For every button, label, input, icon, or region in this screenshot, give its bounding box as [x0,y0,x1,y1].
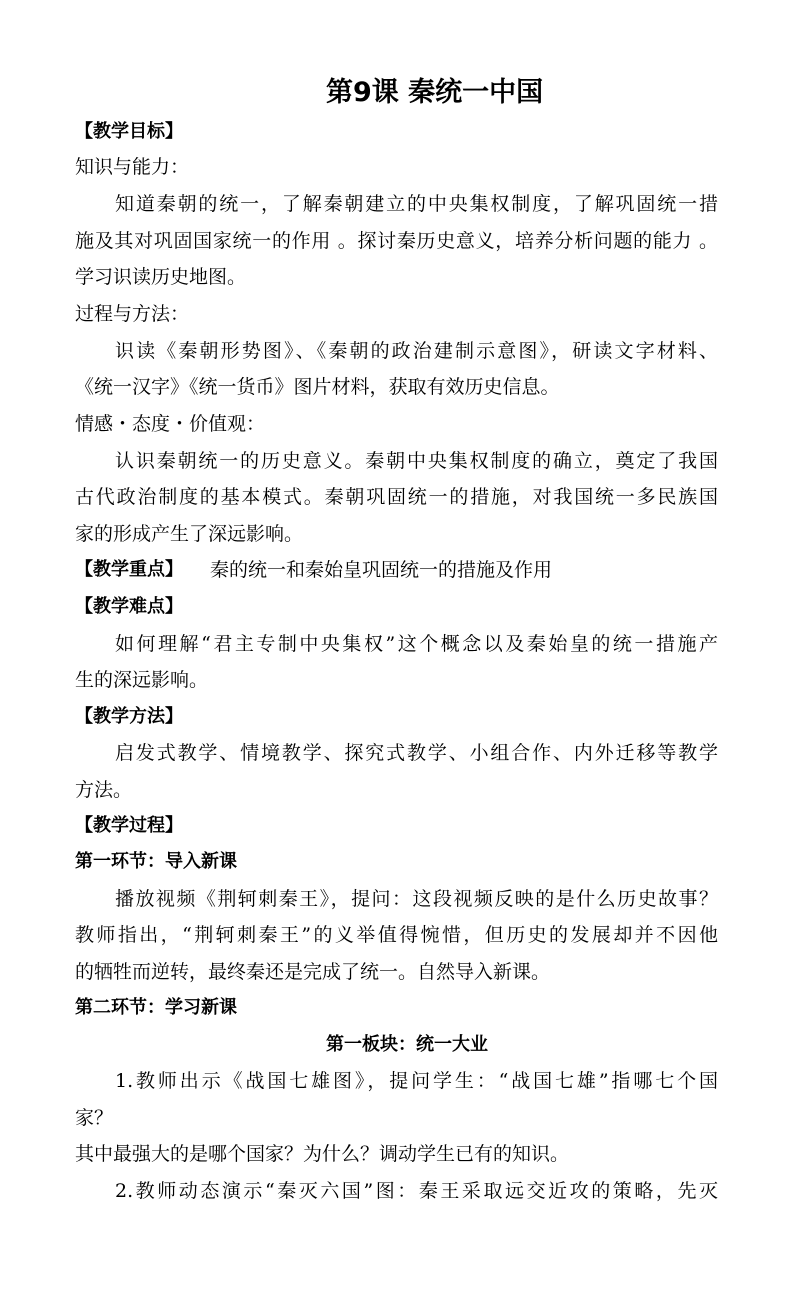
process-line: 《统一汉字》《统一货币》图片材料，获取有效历史信息。 [75,376,560,398]
methods-line: 启发式教学、情境教学、探究式教学、小组合作、内外迁移等教学 [115,742,718,764]
key-points-heading: 【教学重点】 [75,559,183,580]
emotion-line: 古代政治制度的基本模式。秦朝巩固统一的措施，对我国统一多民族国 [75,486,718,508]
knowledge-line: 施及其对巩固国家统一的作用 。探讨秦历史意义，培养分析问题的能力 。 [75,230,718,252]
step2-item1-line: 1.教师出示《战国七雄图》，提问学生：“战国七雄”指哪七个国 [115,1070,718,1092]
emotion-label: 情感・态度・价值观： [75,413,266,435]
step2-heading: 第二环节：学习新课 [75,997,237,1018]
step1-line: 教师指出，“荆轲刺秦王”的义举值得惋惜，但历史的发展却并不因他 [75,924,718,946]
objectives-heading: 【教学目标】 [75,121,183,142]
step2-item1-line: 家？ [75,1107,114,1129]
step2-item1-line: 其中最强大的是哪个国家？为什么？调动学生已有的知识。 [75,1143,570,1165]
knowledge-line: 知道秦朝的统一，了解秦朝建立的中央集权制度，了解巩固统一措 [115,193,718,215]
process-line: 识读《秦朝形势图》、《秦朝的政治建制示意图》，研读文字材料、 [115,340,718,362]
step2-item2-line: 2.教师动态演示“秦灭六国”图：秦王采取远交近攻的策略，先灭 [115,1180,718,1202]
key-points-text: 秦的统一和秦始皇巩固统一的措施及作用 [210,559,553,581]
emotion-line: 家的形成产生了深远影响。 [75,523,304,545]
difficulties-heading: 【教学难点】 [75,596,183,617]
step1-heading: 第一环节：导入新课 [75,851,237,872]
knowledge-line: 学习识读历史地图。 [75,266,247,288]
block-title: 第一板块：统一大业 [326,1034,488,1055]
step1-line: 的牺牲而逆转，最终秦还是完成了统一。自然导入新课。 [75,961,551,983]
difficulties-line: 如何理解“君主专制中央集权”这个概念以及秦始皇的统一措施产 [115,633,718,655]
methods-line: 方法。 [75,779,133,801]
knowledge-label: 知识与能力： [75,156,190,178]
page-title: 第9课 秦统一中国 [326,77,544,108]
procedure-heading: 【教学过程】 [75,815,183,836]
step1-line: 播放视频《荆轲刺秦王》，提问：这段视频反映的是什么历史故事？ [115,888,718,910]
process-label: 过程与方法： [75,303,190,325]
methods-heading: 【教学方法】 [75,706,183,727]
difficulties-line: 生的深远影响。 [75,669,209,691]
emotion-line: 认识秦朝统一的历史意义。秦朝中央集权制度的确立，奠定了我国 [115,450,718,472]
